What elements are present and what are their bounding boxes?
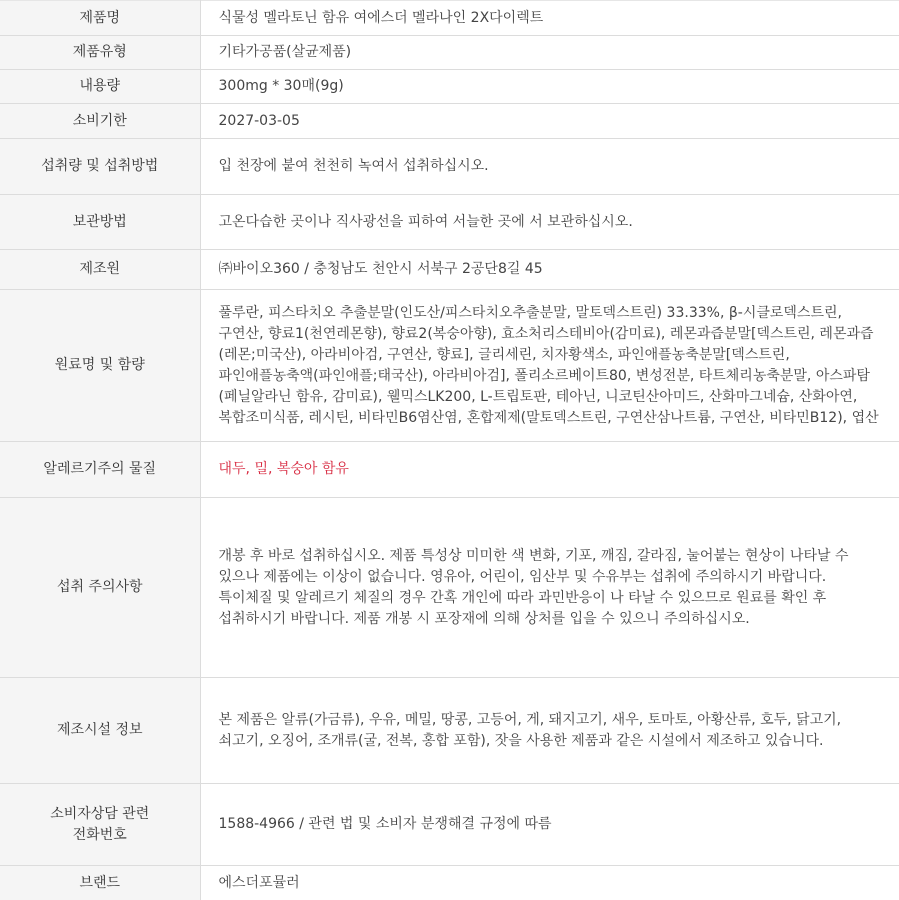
table-row-intake-cautions: [0, 498, 899, 678]
value-allergens: 대두, 밀, 복숭아 함유: [200, 442, 899, 498]
table-row-net-content: [0, 70, 899, 104]
table-row-ingredients: [0, 290, 899, 442]
value-product-name: 식물성 멜라토닌 함유 여에스더 멜라나인 2X다이렉트: [200, 1, 899, 36]
table-row-consumer-contact: [0, 784, 899, 866]
value-brand: 에스더포뮬러: [200, 866, 899, 900]
table-row-intake-method: [0, 139, 899, 195]
label-brand: 브랜드: [0, 866, 200, 900]
label-storage-method: 보관방법: [0, 195, 200, 250]
table-row-storage-method: [0, 195, 899, 250]
table-row-expiry-date: [0, 104, 899, 139]
label-facility-info: 제조시설 정보: [0, 678, 200, 784]
label-allergens: 알레르기주의 물질: [0, 442, 200, 498]
value-storage-method: 고온다습한 곳이나 직사광선을 피하여 서늘한 곳에 서 보관하십시오.: [200, 195, 899, 250]
value-intake-method: 입 천장에 붙여 천천히 녹여서 섭취하십시오.: [200, 139, 899, 195]
label-intake-method: 섭취량 및 섭취방법: [0, 139, 200, 195]
value-manufacturer: ㈜바이오360 / 충청남도 천안시 서북구 2공단8길 45: [200, 250, 899, 290]
label-net-content: 내용량: [0, 70, 200, 104]
label-manufacturer: 제조원: [0, 250, 200, 290]
label-expiry-date: 소비기한: [0, 104, 200, 139]
table-row-brand: [0, 866, 899, 900]
value-net-content: 300mg * 30매(9g): [200, 70, 899, 104]
table-row-allergens: [0, 442, 899, 498]
label-product-type: 제품유형: [0, 36, 200, 70]
label-ingredients: 원료명 및 함량: [0, 290, 200, 442]
table-row-product-type: [0, 36, 899, 70]
value-expiry-date: 2027-03-05: [200, 104, 899, 139]
value-facility-info: 본 제품은 알류(가금류), 우유, 메밀, 땅콩, 고등어, 게, 돼지고기, 새우, 토마토, 아황산류, 호두, 닭고기, 쇠고기, 오징어, 조개류(굴, 전복, 홍합 포함), 잣을 사용한 제품과 같은 시설에서 제조하고 있습니다.: [200, 678, 899, 784]
value-ingredients: 풀루란, 피스타치오 추출분말(인도산/피스타치오추출분말, 말토덱스트린) 33.33%, β-시클로덱스트린, 구연산, 향료1(천연레몬향), 향료2(복숭아향), 효소처리스테비아(감미료), 레몬과즙분말[덱스트린, 레몬과즙(레몬;미국산), 아라비아검, 구연산, 향료], 글리세린, 치자황색소, 파인애플농축분말[덱스트린, 파인애플농축액(파인애플;태국산), 아라비아검], 폴리소르베이트80, 변성전분, 타트체리농축분말, 아스파탐(페닐알라닌 함유, 감미료), 웰믹스LK200, L-트립토판, 테아닌, 니코틴산아미드, 산화마그네슘, 산화아연, 복합조미식품, 레시틴, 비타민B6염산염, 혼합제제(말토덱스트린, 구연산삼나트륨, 구연산, 비타민B12), 엽산: [200, 290, 899, 442]
value-product-type: 기타가공품(살균제품): [200, 36, 899, 70]
table-row-facility-info: [0, 678, 899, 784]
label-product-name: 제품명: [0, 1, 200, 36]
value-consumer-contact: 1588-4966 / 관련 법 및 소비자 분쟁해결 규정에 따름: [200, 784, 899, 866]
value-intake-cautions: 개봉 후 바로 섭취하십시오. 제품 특성상 미미한 색 변화, 기포, 깨짐, 갈라짐, 눌어붙는 현상이 나타날 수 있으나 제품에는 이상이 없습니다. 영유아, 어린이, 임산부 및 수유부는 섭취에 주의하시기 바랍니다. 특이체질 및 알레르기 체질의 경우 간혹 개인에 따라 과민반응이 나 타날 수 있으므로 원료를 확인 후 섭취하시기 바랍니다. 제품 개봉 시 포장재에 의해 상처를 입을 수 있으니 주의하십시오.: [200, 498, 899, 678]
table-row-manufacturer: [0, 250, 899, 290]
label-intake-cautions: 섭취 주의사항: [0, 498, 200, 678]
table-row-product-name: [0, 1, 899, 36]
label-consumer-contact: 소비자상담 관련 전화번호: [0, 784, 200, 866]
